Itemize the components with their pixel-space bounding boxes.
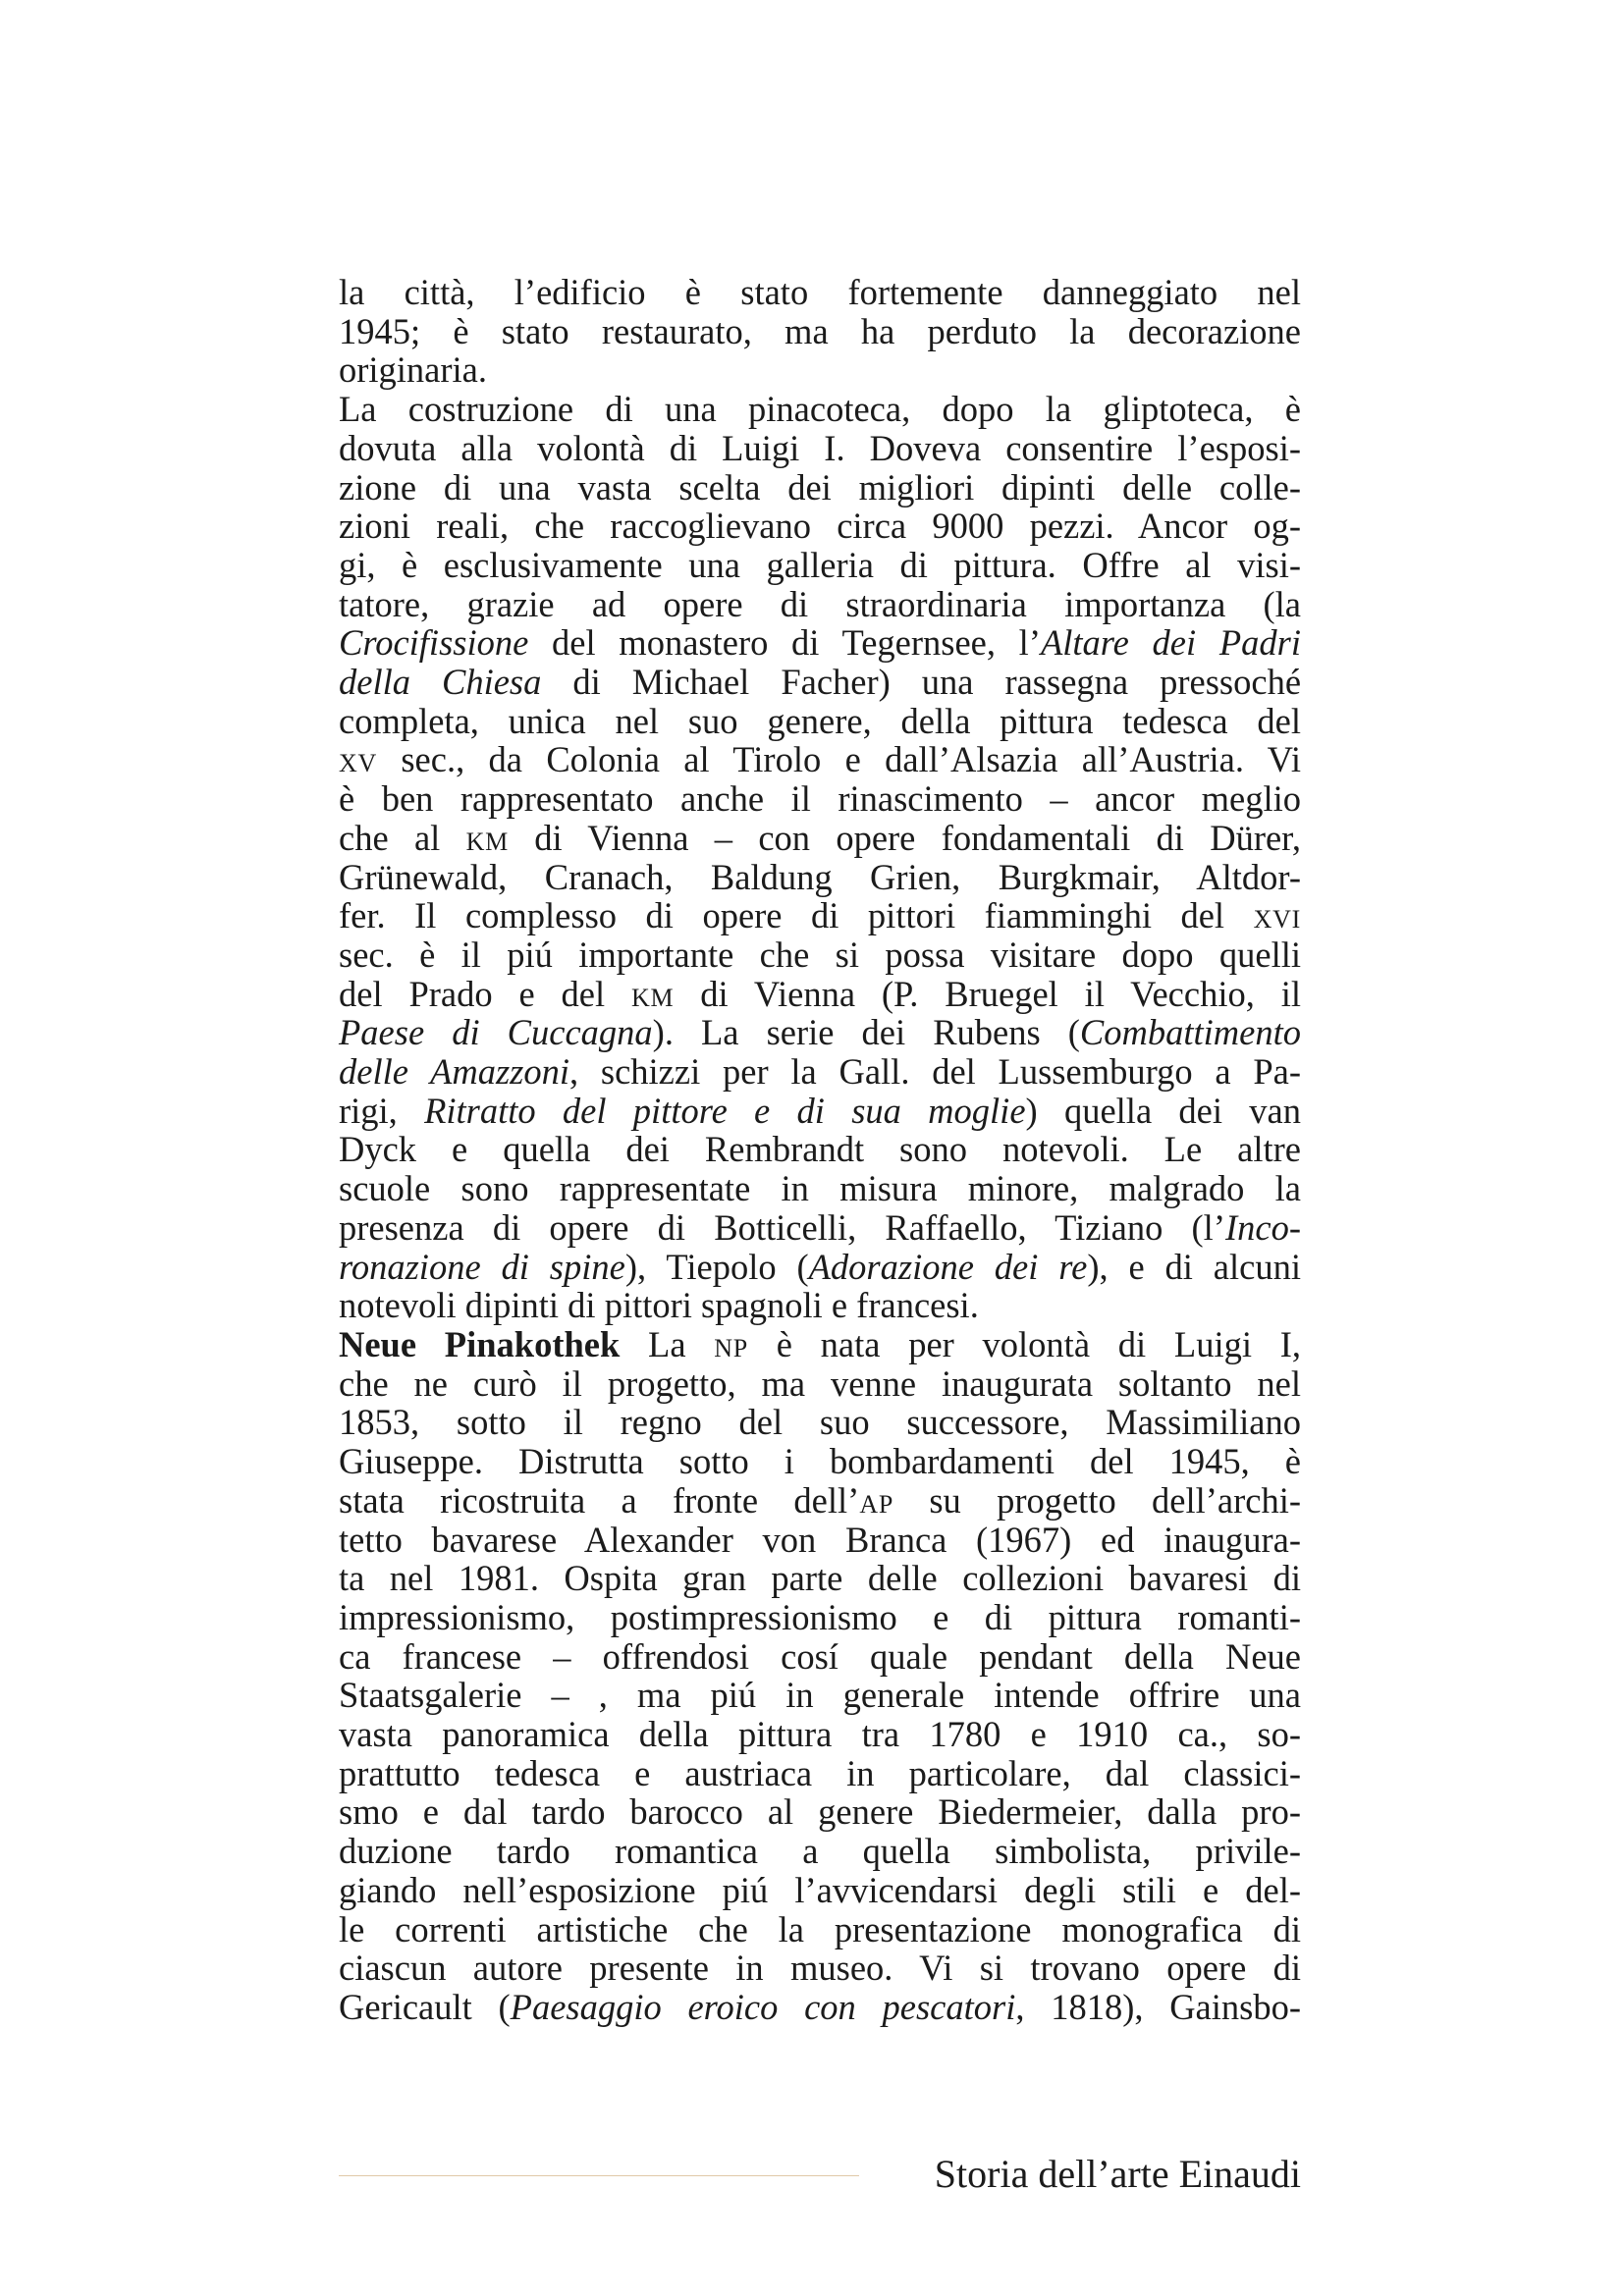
text-line <box>339 1248 1301 1287</box>
artwork-title: Adorazione dei re <box>808 1246 1088 1287</box>
text-line: Dyck e quella dei Rembrandt sono notevoli. Le altre <box>339 1129 1301 1170</box>
text-run: La <box>620 1323 715 1364</box>
text-line: ciascun autore presente in museo. Vi si trovano opere di <box>339 1948 1301 1989</box>
text-run: di Vienna – con opere fondamentali di Dürer, <box>508 817 1301 858</box>
text-line: originaria. <box>339 349 488 391</box>
artwork-title: Ritratto del pittore e di sua moglie <box>424 1090 1026 1131</box>
text-line: smo e dal tardo barocco al genere Biedermeier, dalla pro- <box>339 1791 1301 1833</box>
text-line: ta nel 1981. Ospita gran parte delle collezioni bavaresi di <box>339 1558 1301 1599</box>
text-line: notevoli dipinti di pittori spagnoli e francesi. <box>339 1285 979 1326</box>
text-line: impressionismo, postimpressionismo e di pittura romanti- <box>339 1596 1301 1637</box>
text-line: giando nell’esposizione piú l’avvicendarsi degli stili e del- <box>339 1869 1301 1910</box>
text-run: rigi, <box>339 1090 425 1131</box>
paragraph-2 <box>339 390 1301 1325</box>
text-line: zione di una vasta scelta dei migliori dipinti delle colle- <box>339 466 1301 507</box>
abbreviation: km <box>631 973 675 1014</box>
text-line: dovuta alla volontà di Luigi I. Doveva consentire l’esposi- <box>339 427 1301 468</box>
text-line: gi, è esclusivamente una galleria di pittura. Offre al visi- <box>339 544 1301 585</box>
text-line <box>339 1481 1301 1521</box>
text-run: è nata per volontà di Luigi I, <box>747 1323 1301 1364</box>
text-line: 1853, sotto il regno del suo successore, Massimiliano <box>339 1402 1301 1443</box>
text-line: tetto bavarese Alexander von Branca (1967) ed inaugura- <box>339 1519 1301 1560</box>
text-line <box>339 1988 1301 2027</box>
text-line: Staatsgalerie – , ma piú in generale intende offrire una <box>339 1675 1301 1716</box>
text-run: su progetto dell’archi- <box>893 1479 1301 1521</box>
text-line <box>339 1325 1301 1364</box>
text-run: ) quella dei van <box>1025 1090 1301 1131</box>
text-line <box>339 740 1301 779</box>
abbreviation: km <box>465 817 509 858</box>
artwork-title: ronazione di spine <box>339 1246 625 1287</box>
text-run: ). La serie dei Rubens ( <box>652 1012 1080 1053</box>
text-run: , 1818), Gainsbo- <box>1015 1986 1302 2027</box>
text-line <box>339 975 1301 1014</box>
text-line: le correnti artistiche che la presentazione monografica di <box>339 1908 1301 1949</box>
century-numeral: xv <box>339 739 378 780</box>
artwork-title: delle Amazzoni <box>339 1051 569 1093</box>
artwork-title: Combattimento <box>1079 1012 1301 1053</box>
text-line: 1945; è stato restaurato, ma ha perduto la decorazione <box>339 310 1301 351</box>
footer-divider <box>339 2175 859 2176</box>
text-line: tatore, grazie ad opere di straordinaria importanza (la <box>339 583 1301 624</box>
text-line <box>339 663 1301 702</box>
text-run: , schizzi per la Gall. del Lussemburgo a Pa- <box>569 1051 1301 1093</box>
text-line: prattutto tedesca e austriaca in particolare, dal classici- <box>339 1752 1301 1793</box>
text-line: Giuseppe. Distrutta sotto i bombardamenti del 1945, è <box>339 1441 1301 1482</box>
text-line: ca francese – offrendosi cosí quale pendant della Neue <box>339 1635 1301 1677</box>
paragraph-1 <box>339 273 1301 390</box>
artwork-title: Paese di Cuccagna <box>339 1012 653 1053</box>
text-line <box>339 896 1301 935</box>
text-line: Grünewald, Cranach, Baldung Grien, Burgkmair, Altdor- <box>339 856 1301 897</box>
section-heading: Neue Pinakothek <box>339 1323 621 1364</box>
text-line: è ben rappresentato anche il rinascimento – ancor meglio <box>339 778 1301 820</box>
abbreviation: ap <box>859 1479 894 1521</box>
artwork-title: Altare dei Padri <box>1040 622 1301 664</box>
text-line <box>339 1052 1301 1092</box>
text-line: vasta panoramica della pittura tra 1780 e 1910 ca., so- <box>339 1714 1301 1755</box>
text-line <box>339 819 1301 858</box>
text-run: stata ricostruita a fronte dell’ <box>339 1479 860 1521</box>
text-line: duzione tardo romantica a quella simbolista, privile- <box>339 1831 1301 1872</box>
text-run: presenza di opere di Botticelli, Raffaello, Tiziano (l’ <box>339 1206 1225 1248</box>
artwork-title: della Chiesa <box>339 662 542 703</box>
text-run: sec., da Colonia al Tirolo e dall’Alsazia all’Austria. Vi <box>377 739 1301 780</box>
text-run: Gericault ( <box>339 1986 511 2027</box>
text-run: ), e di alcuni <box>1087 1246 1301 1287</box>
text-line <box>339 1092 1301 1131</box>
text-line: zioni reali, che raccoglievano circa 9000 pezzi. Ancor og- <box>339 506 1301 547</box>
text-line: che ne curò il progetto, ma venne inaugurata soltanto nel <box>339 1362 1301 1404</box>
text-line: La costruzione di una pinacoteca, dopo la gliptoteca, è <box>339 389 1301 430</box>
artwork-title: Inco- <box>1224 1206 1301 1248</box>
century-numeral: xvi <box>1253 895 1301 936</box>
body-text <box>339 273 1301 2027</box>
text-line: la città, l’edificio è stato fortemente danneggiato nel <box>339 272 1301 312</box>
text-line <box>339 1013 1301 1052</box>
text-run: fer. Il complesso di opere di pittori fiamminghi del <box>339 895 1254 936</box>
text-line <box>339 1208 1301 1248</box>
text-run: che al <box>339 817 466 858</box>
abbreviation: np <box>714 1323 748 1364</box>
paragraph-3 <box>339 1325 1301 2027</box>
publisher-footer: Storia dell’arte Einaudi <box>934 2152 1301 2196</box>
text-run: del Prado e del <box>339 973 631 1014</box>
text-line: scuole sono rappresentate in misura minore, malgrado la <box>339 1168 1301 1209</box>
text-line <box>339 623 1301 663</box>
artwork-title: Crocifissione <box>339 622 529 664</box>
text-run: di Michael Facher) una rassegna pressoché <box>541 662 1302 703</box>
text-run: del monastero di Tegernsee, l’ <box>528 622 1041 664</box>
artwork-title: Paesaggio eroico con pescatori <box>510 1986 1016 2027</box>
text-line: sec. è il piú importante che si possa visitare dopo quelli <box>339 934 1301 975</box>
text-run: ), Tiepolo ( <box>624 1246 809 1287</box>
text-run: di Vienna (P. Bruegel il Vecchio, il <box>674 973 1301 1014</box>
text-line: completa, unica nel suo genere, della pittura tedesca del <box>339 700 1301 741</box>
